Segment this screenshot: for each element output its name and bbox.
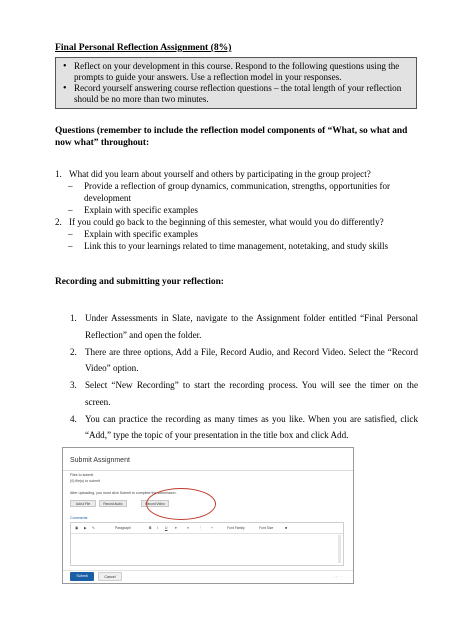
cancel-button[interactable]: Cancel: [98, 572, 122, 581]
question-number: 2.: [55, 217, 62, 227]
files-count: (0) file(s) to submit: [70, 479, 100, 483]
comments-label: Comments: [70, 516, 88, 520]
step-number: 3.: [70, 380, 77, 390]
question-text: What did you learn about yourself and others by participating in the group project?: [69, 169, 371, 179]
editor-scrollbar[interactable]: [338, 535, 341, 563]
questions-heading: Questions (remember to include the reflection model components of “What, so what and now what” throughout:: [55, 126, 408, 148]
image-icon[interactable]: ▣: [75, 526, 79, 530]
subpoint-text: Link this to your learnings related to time management, notetaking, and study skills: [84, 241, 389, 251]
step-number: 2.: [70, 346, 77, 357]
dash-marker: –: [68, 181, 73, 191]
chevron-down-icon[interactable]: ▾: [175, 526, 177, 530]
instruction-bullet: • Reflect on your development in this course. Respond to the following questions using the prompts to guide your answers. Use a reflection model in your responses.: [74, 61, 410, 83]
question-item: [55, 168, 425, 180]
recording-heading: Recording and submitting your reflection:: [55, 277, 224, 287]
assignment-title: Final Personal Reflection Assignment (8%): [55, 42, 232, 53]
instructions-list: [62, 61, 410, 105]
dash-marker: –: [68, 205, 73, 215]
bold-button[interactable]: B: [149, 526, 152, 530]
paragraph-select[interactable]: Paragraph: [115, 526, 131, 530]
italic-button[interactable]: I: [157, 526, 158, 530]
submit-assignment-screenshot: [62, 447, 354, 584]
step-text: You can practice the recording as many times as you like. When you are satisfied, click “Add,” type the topic of your presentation in the title box and click Add.: [85, 413, 418, 440]
submit-button[interactable]: Submit: [70, 572, 94, 581]
subpoint-text: Explain with specific examples: [84, 229, 198, 239]
subpoint-text: Explain with specific examples: [84, 205, 198, 215]
record-audio-button[interactable]: Record Audio: [99, 500, 127, 507]
divider: [63, 470, 353, 471]
add-file-button[interactable]: Add a File: [70, 500, 96, 507]
step-text: Select “New Recording” to start the recording process. You will see the timer on the screen.: [85, 380, 418, 407]
question-subpoint: [55, 204, 425, 216]
pager-icon: ‹ › · · ·: [334, 575, 343, 579]
questions-list: [55, 168, 425, 252]
step-text: There are three options, Add a File, Record Audio, and Record Video. Select the “Record Video” option.: [85, 346, 418, 373]
pen-icon[interactable]: ✎: [92, 526, 95, 530]
question-subpoint: [55, 228, 425, 240]
plus-icon[interactable]: +: [211, 526, 213, 530]
editor-toolbar: [71, 523, 343, 534]
list-icon[interactable]: ⋮: [199, 526, 203, 530]
step-number: 1.: [70, 313, 77, 323]
instructions-box: [55, 57, 417, 109]
subpoint-text: Provide a reflection of group dynamics, communication, strengths, opportunities for development: [84, 181, 391, 203]
media-icon[interactable]: ▶: [84, 526, 87, 530]
question-number: 1.: [55, 169, 62, 179]
question-subpoint: [55, 240, 425, 252]
font-family-select[interactable]: Font Family: [227, 526, 245, 530]
step-item: [70, 344, 418, 377]
instruction-bullet: • Record yourself answering course reflection questions – the total length of your reflection should be no more than two minutes.: [74, 83, 410, 105]
dash-marker: –: [68, 229, 73, 239]
step-item: [70, 377, 418, 410]
align-icon[interactable]: ≡: [187, 526, 189, 530]
question-subpoint: [55, 180, 425, 204]
record-video-button[interactable]: Record Video: [141, 500, 169, 507]
dialog-title: Submit Assignment: [70, 457, 130, 464]
question-text: If you could go back to the beginning of this semester, what would you do differently?: [69, 217, 384, 227]
dash-marker: –: [68, 241, 73, 251]
comments-editor[interactable]: [70, 522, 344, 566]
files-label: Files to submit: [70, 473, 94, 477]
steps-list: [70, 310, 418, 444]
step-text: Under Assessments in Slate, navigate to the Assignment folder entitled “Final Personal Reflection” and open the folder.: [85, 313, 418, 340]
question-item: [55, 216, 425, 228]
color-icon[interactable]: ■: [285, 526, 288, 530]
highlight-oval: [146, 488, 216, 520]
step-item: [70, 411, 418, 444]
divider: [63, 570, 353, 571]
upload-note: After uploading, you must click Submit to complete the submission.: [70, 491, 177, 495]
font-size-select[interactable]: Font Size: [259, 526, 274, 530]
underline-button[interactable]: U: [165, 526, 168, 530]
step-item: [70, 310, 418, 343]
step-number: 4.: [70, 413, 77, 424]
